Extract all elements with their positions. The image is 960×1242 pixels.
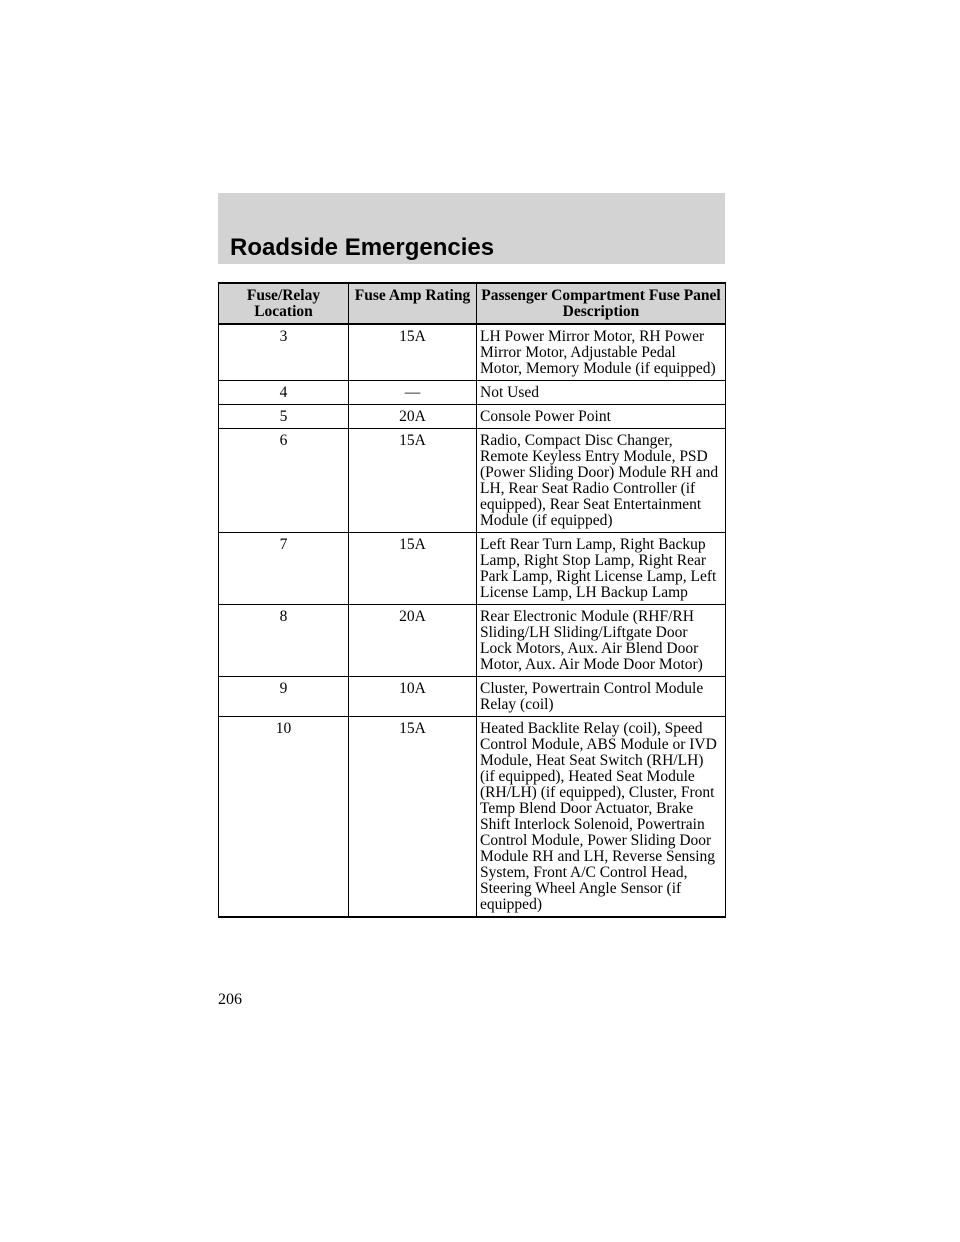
fuse-rating: 10A bbox=[349, 677, 477, 717]
fuse-location: 4 bbox=[219, 381, 349, 405]
fuse-location: 6 bbox=[219, 429, 349, 533]
fuse-location: 5 bbox=[219, 405, 349, 429]
fuse-location: 9 bbox=[219, 677, 349, 717]
column-header-location: Fuse/Relay Location bbox=[219, 283, 349, 324]
fuse-rating: 15A bbox=[349, 324, 477, 381]
table-row bbox=[219, 677, 726, 717]
table-row bbox=[219, 405, 726, 429]
fuse-description: Cluster, Powertrain Control Module Relay (coil) bbox=[477, 677, 726, 717]
fuse-location: 3 bbox=[219, 324, 349, 381]
fuse-table bbox=[218, 282, 726, 918]
fuse-location: 8 bbox=[219, 605, 349, 677]
table-row bbox=[219, 429, 726, 533]
table-row bbox=[219, 717, 726, 918]
table-row bbox=[219, 533, 726, 605]
fuse-location: 7 bbox=[219, 533, 349, 605]
fuse-description: Heated Backlite Relay (coil), Speed Control Module, ABS Module or IVD Module, Heat Seat Switch (RH/LH) (if equipped), Heated Seat Module (RH/LH) (if equipped), Cluster, Front Temp Blend Door Actuator, Brake Shift Interlock Solenoid, Powertrain Control Module, Power Sliding Door Module RH and LH, Reverse Sensing System, Front A/C Control Head, Steering Wheel Angle Sensor (if equipped) bbox=[477, 717, 726, 918]
fuse-rating: 20A bbox=[349, 405, 477, 429]
table-row bbox=[219, 324, 726, 381]
fuse-description: Radio, Compact Disc Changer, Remote Keyless Entry Module, PSD (Power Sliding Door) Module RH and LH, Rear Seat Radio Controller (if equipped), Rear Seat Entertainment Module (if equipped) bbox=[477, 429, 726, 533]
column-header-rating: Fuse Amp Rating bbox=[349, 283, 477, 324]
fuse-description: Rear Electronic Module (RHF/RH Sliding/LH Sliding/Liftgate Door Lock Motors, Aux. Air Blend Door Motor, Aux. Air Mode Door Motor) bbox=[477, 605, 726, 677]
fuse-location: 10 bbox=[219, 717, 349, 918]
section-title: Roadside Emergencies bbox=[230, 234, 495, 261]
column-header-description: Passenger Compartment Fuse Panel Description bbox=[477, 283, 726, 324]
fuse-rating: 15A bbox=[349, 533, 477, 605]
fuse-rating: — bbox=[349, 381, 477, 405]
fuse-description: Not Used bbox=[477, 381, 726, 405]
fuse-description: Left Rear Turn Lamp, Right Backup Lamp, Right Stop Lamp, Right Rear Park Lamp, Right License Lamp, Left License Lamp, LH Backup Lamp bbox=[477, 533, 726, 605]
fuse-description: LH Power Mirror Motor, RH Power Mirror Motor, Adjustable Pedal Motor, Memory Module (if equipped) bbox=[477, 324, 726, 381]
fuse-rating: 15A bbox=[349, 717, 477, 918]
fuse-description: Console Power Point bbox=[477, 405, 726, 429]
table-row bbox=[219, 381, 726, 405]
fuse-table-body bbox=[219, 324, 726, 917]
fuse-rating: 15A bbox=[349, 429, 477, 533]
page-number: 206 bbox=[218, 991, 242, 1008]
section-header-banner bbox=[218, 193, 725, 264]
fuse-rating: 20A bbox=[349, 605, 477, 677]
fuse-table-header bbox=[219, 283, 726, 324]
table-row bbox=[219, 605, 726, 677]
